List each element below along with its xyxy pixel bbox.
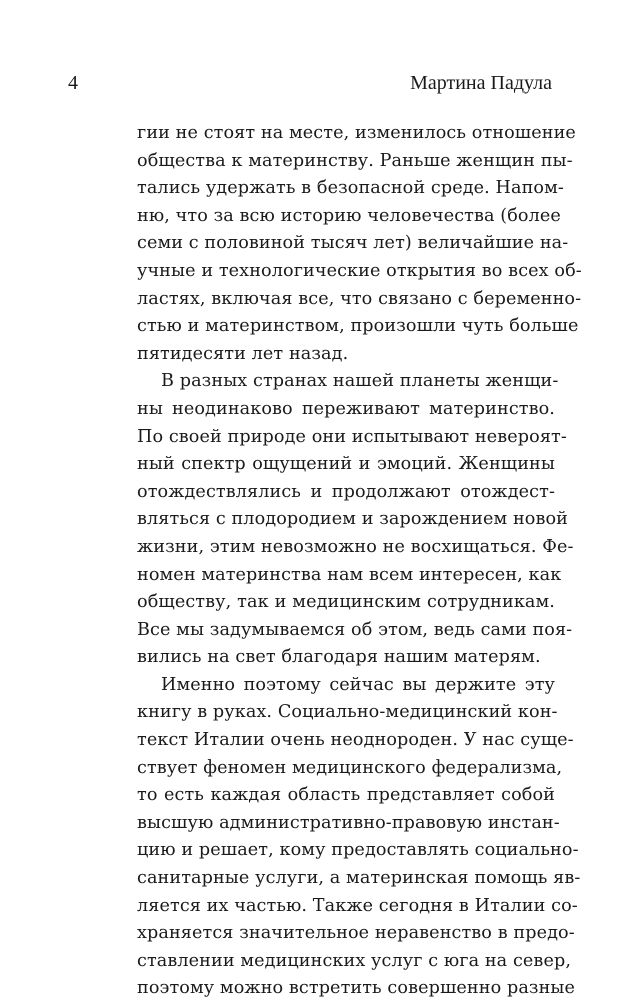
text-line: ствует феномен медицинского федерализма, — [137, 757, 563, 778]
text-line: храняется значительное неравенство в предо- — [137, 923, 575, 944]
text-line: то есть каждая область представляет собой — [137, 785, 555, 806]
text-line: ластях, включая все, что связано с беременно- — [137, 288, 582, 309]
paragraph — [137, 120, 582, 368]
text-line: В разных странах нашей планеты женщи- — [161, 371, 559, 392]
text-line: общества к материнству. Раньше женщин пы- — [137, 150, 573, 171]
text-line: пятидесяти лет назад. — [137, 343, 349, 364]
text-line: высшую административно-правовую инстан- — [137, 812, 560, 833]
text-line: По своей природе они испытывают невероят- — [137, 426, 567, 447]
text-line: вляться с плодородием и зарождением новой — [137, 509, 568, 530]
text-line: отождествлялись и продолжают отождест- — [137, 481, 555, 502]
text-line: цию и решает, кому предоставлять социально- — [137, 840, 579, 861]
text-line: текст Италии очень неоднороден. У нас суще- — [137, 730, 574, 751]
text-line: учные и технологические открытия во всех об- — [137, 260, 582, 281]
paragraph — [137, 672, 581, 1003]
running-title: Мартина Падула — [410, 72, 552, 94]
page-header — [68, 72, 552, 98]
text-line: тались удержать в безопасной среде. Напом- — [137, 178, 564, 199]
text-line: ны неодинаково переживают материнство. — [137, 398, 555, 419]
text-line: ставлении медицинских услуг с юга на север, — [137, 950, 572, 971]
paragraph — [137, 368, 574, 672]
text-line: жизни, этим невозможно не восхищаться. Фе- — [137, 536, 574, 557]
text-line: санитарные услуги, а материнская помощь яв- — [137, 868, 581, 889]
page-number: 4 — [68, 72, 78, 94]
text-line: ляется их частью. Также сегодня в Италии со- — [137, 895, 578, 916]
text-line: ню, что за всю историю человечества (более — [137, 205, 561, 226]
text-line: гии не стоят на месте, изменилось отношение — [137, 123, 576, 143]
text-line: ный спектр ощущений и эмоций. Женщины — [137, 454, 555, 475]
text-line: обществу, так и медицинским сотрудникам. — [137, 592, 555, 613]
text-line: номен материнства нам всем интересен, как — [137, 564, 562, 585]
text-line: семи с половиной тысяч лет) величайшие на- — [137, 233, 569, 254]
text-line: книгу в руках. Социально-медицинский кон- — [137, 702, 558, 723]
body-text — [137, 120, 582, 1003]
text-line: поэтому можно встретить совершенно разные — [137, 978, 576, 999]
text-line: Именно поэтому сейчас вы держите эту — [161, 674, 555, 695]
text-line: стью и материнством, произошли чуть больше — [137, 316, 579, 337]
text-line: Все мы задумываемся об этом, ведь сами поя- — [137, 619, 573, 640]
text-line: вились на свет благодаря нашим матерям. — [137, 647, 541, 668]
